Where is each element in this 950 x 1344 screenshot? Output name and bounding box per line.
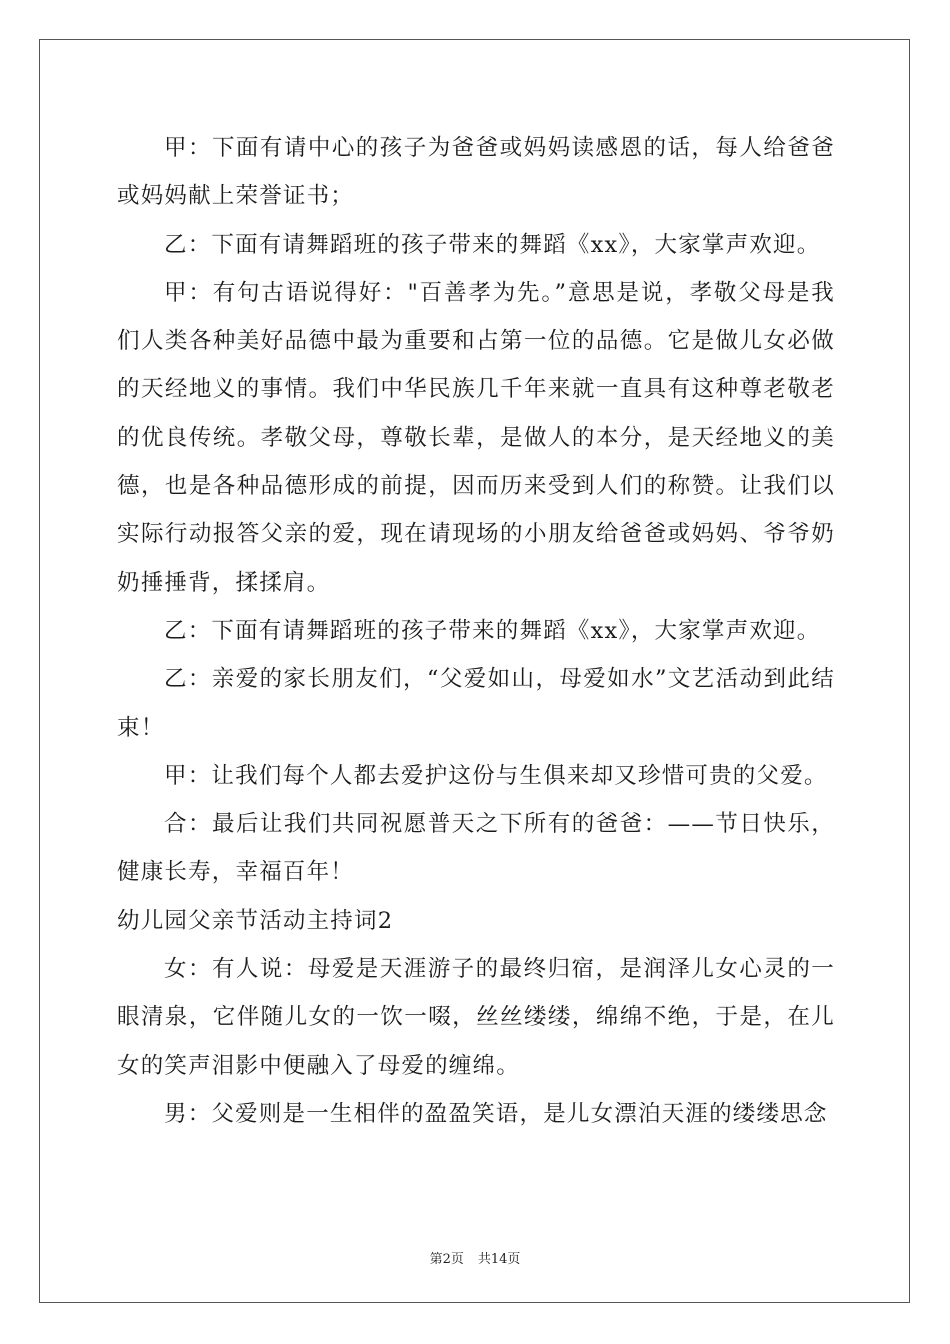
paragraph-yi-3: 乙：亲爱的家长朋友们，“父爱如山，母爱如水”文艺活动到此结束！ bbox=[117, 666, 835, 741]
document-body bbox=[117, 124, 835, 1138]
paragraph-jia-2: 甲：有句古语说得好："百善孝为先。”意思是说，孝敬父母是我们人类各种美好品德中最为重要和占第一位的品德。它是做儿女必做的天经地义的事情。我们中华民族几千年来就一直具有这种尊老敬老的优良传统。孝敬父母，尊敬长辈，是做人的本分，是天经地义的美德，也是各种品德形成的前提，因而历来受到人们的称赞。让我们以实际行动报答父亲的爱，现在请现场的小朋友给爸爸或妈妈、爷爷奶奶捶捶背，揉揉肩。 bbox=[117, 279, 835, 596]
page-total: 共14页 bbox=[477, 1252, 521, 1267]
paragraph-nv: 女：有人说：母爱是天涯游子的最终归宿，是润泽儿女心灵的一眼清泉，它伴随儿女的一饮一啜，丝丝缕缕，绵绵不绝，于是，在儿女的笑声泪影中便融入了母爱的缠绵。 bbox=[117, 956, 835, 1079]
page-number: 第2页 bbox=[429, 1252, 464, 1267]
section-heading: 幼儿园父亲节活动主持词2 bbox=[117, 907, 394, 934]
paragraph-nan: 男：父爱则是一生相伴的盈盈笑语，是儿女漂泊天涯的缕缕思念 bbox=[164, 1100, 828, 1127]
paragraph-jia-3: 甲：让我们每个人都去爱护这份与生俱来却又珍惜可贵的父爱。 bbox=[164, 762, 828, 789]
page-footer bbox=[0, 1248, 950, 1267]
paragraph-yi-1: 乙：下面有请舞蹈班的孩子带来的舞蹈《xx》，大家掌声欢迎。 bbox=[164, 231, 821, 258]
paragraph-yi-2: 乙：下面有请舞蹈班的孩子带来的舞蹈《xx》，大家掌声欢迎。 bbox=[164, 617, 821, 644]
paragraph-he: 合：最后让我们共同祝愿普天之下所有的爸爸：——节日快乐，健康长寿，幸福百年！ bbox=[117, 811, 835, 886]
paragraph-jia-1: 甲：下面有请中心的孩子为爸爸或妈妈读感恩的话，每人给爸爸或妈妈献上荣誉证书； bbox=[117, 135, 835, 210]
